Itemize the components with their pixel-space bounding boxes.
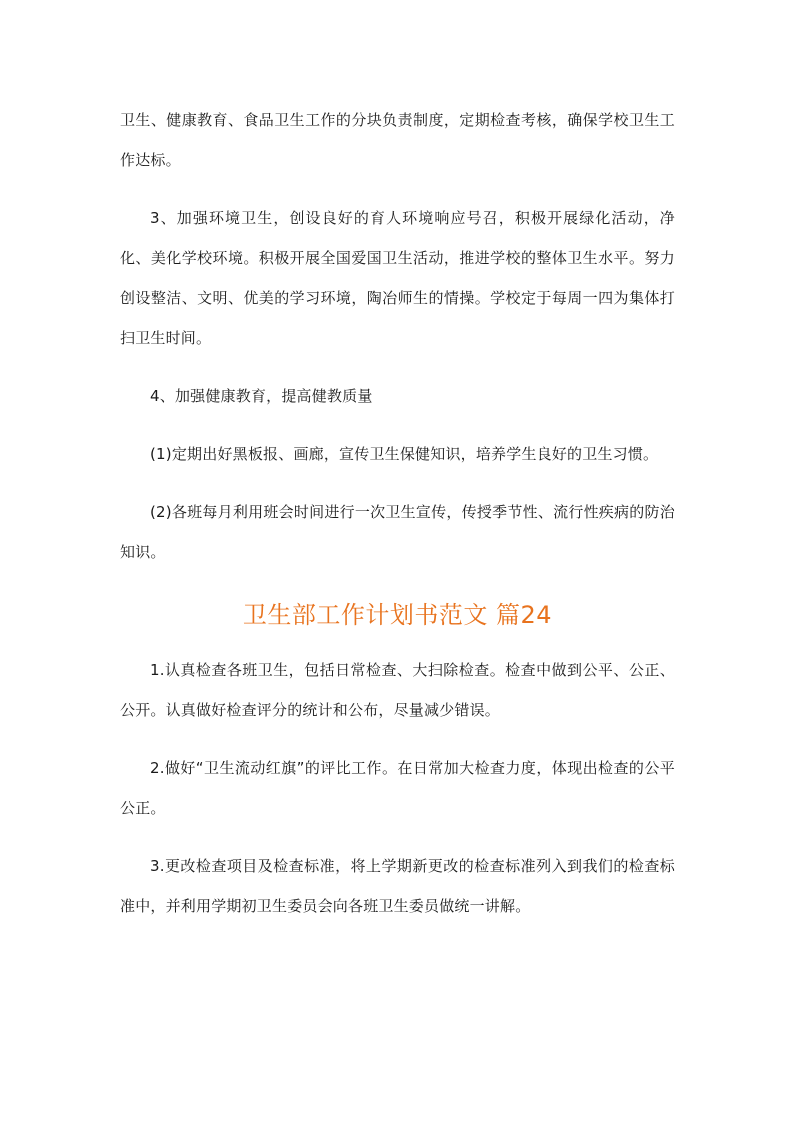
section-title: 卫生部工作计划书范文 篇24 [242, 601, 553, 629]
paragraph-standards: 3.更改检查项目及检查标准，将上学期新更改的检查标准列入到我们的检查标准中，并利用学期初卫生委员会向各班卫生委员做统一讲解。 [120, 857, 675, 915]
paragraph-continuation: 卫生、健康教育、食品卫生工作的分块负责制度，定期检查考核，确保学校卫生工作达标。 [120, 111, 675, 169]
paragraph-inspection: 1.认真检查各班卫生，包括日常检查、大扫除检查。检查中做到公平、公正、公开。认真做好检查评分的统计和公布，尽量减少错误。 [120, 661, 675, 719]
paragraph-class-meeting: (2)各班每月利用班会时间进行一次卫生宣传，传授季节性、流行性疾病的防治知识。 [120, 503, 675, 561]
paragraph-red-flag: 2.做好“卫生流动红旗”的评比工作。在日常加大检查力度，体现出检查的公平公正。 [120, 759, 675, 817]
paragraph-health-education: 4、加强健康教育，提高健教质量 [150, 387, 373, 405]
document-body [120, 100, 675, 926]
paragraph-environment: 3、加强环境卫生，创设良好的育人环境响应号召，积极开展绿化活动，净化、美化学校环境。积极开展全国爱国卫生活动，推进学校的整体卫生水平。努力创设整洁、文明、优美的学习环境，陶冶师生的情操。学校定于每周一四为集体打扫卫生时间。 [120, 209, 675, 347]
paragraph-blackboard: (1)定期出好黑板报、画廊，宣传卫生保健知识，培养学生良好的卫生习惯。 [150, 445, 659, 463]
